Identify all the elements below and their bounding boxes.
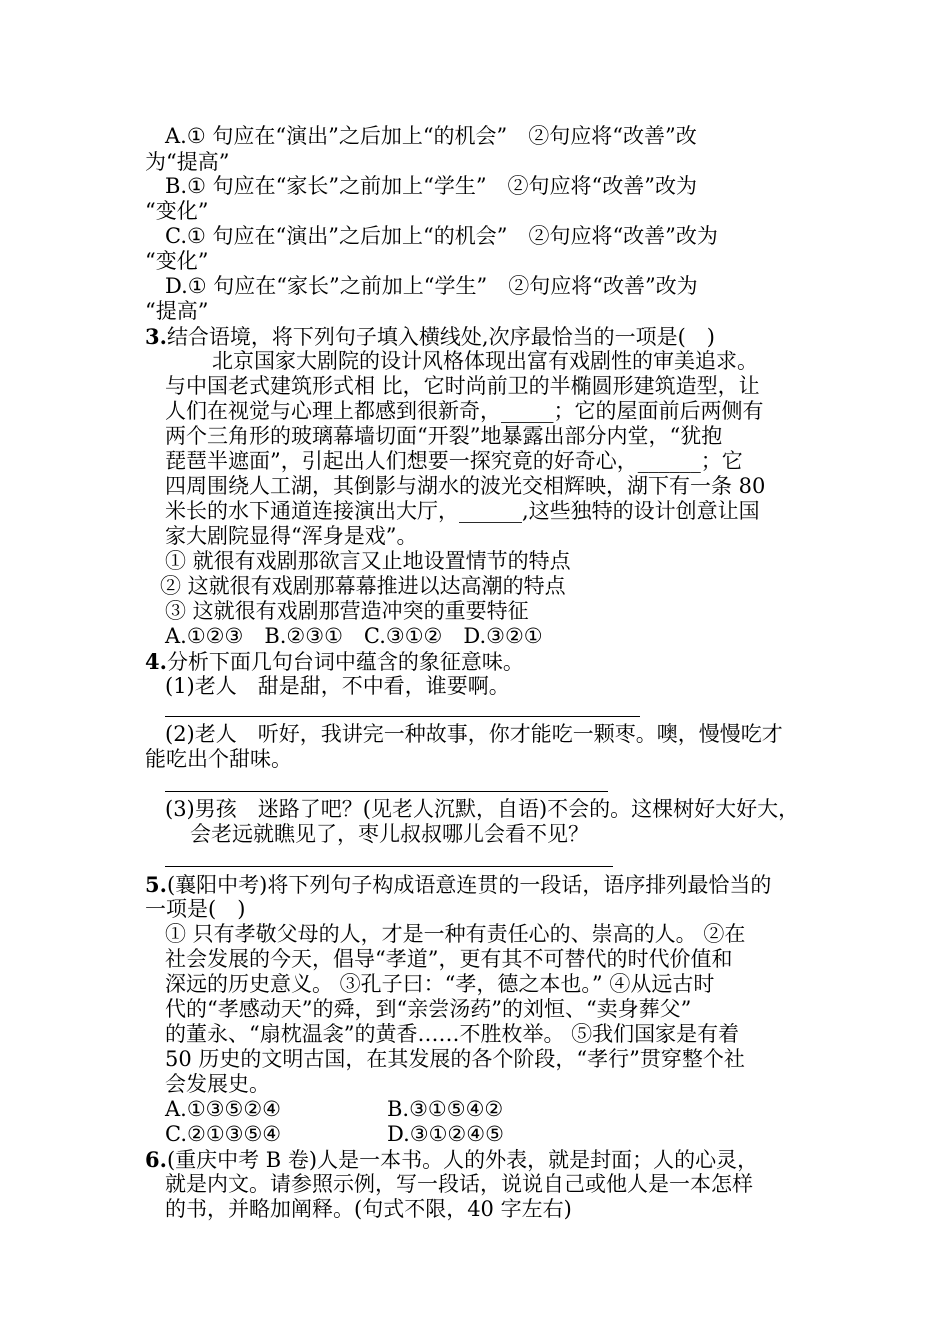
q5-body-line: 代的“孝感动天”的舜，到“亲尝汤药”的刘恒、“卖身葬父” <box>165 997 692 1021</box>
q5-number: 5. <box>145 872 167 897</box>
q3-item-1: ① 就很有戏剧那欲言又止地设置情节的特点 <box>165 549 571 573</box>
q4-number: 4. <box>145 649 167 674</box>
q2-option-b-line2: “变化” <box>145 199 209 223</box>
q3-choices: A.①②③ B.②③① C.③①② D.③②① <box>165 624 543 648</box>
q2-option-a-line2: 为“提高” <box>145 150 230 174</box>
q5-body-line: 的董永、“扇枕温衾”的黄香……不胜枚举。 ⑤我们国家是有着 <box>165 1022 740 1046</box>
q5-body-line: ① 只有孝敬父母的人，才是一种有责任心的、崇高的人。 ②在 <box>165 922 746 946</box>
q4-part-1: (1)老人 甜是甜，不中看，谁要啊。 <box>165 674 510 698</box>
q2-option-c-line1: C.① 句应在“演出”之后加上“的机会” ②句应将“改善”改为 <box>165 224 718 248</box>
q6-number: 6. <box>145 1147 167 1172</box>
q4-part-2-line1: (2)老人 听好，我讲完一种故事，你才能吃一颗枣。噢，慢慢吃才 <box>165 722 783 746</box>
q5-choice-c: C.②①③⑤④ <box>165 1122 282 1146</box>
q6-stem-line1 <box>145 1147 758 1173</box>
q6-stem-line2: 就是内文。请参照示例，写一段话，说说自己或他人是一本怎样 <box>165 1172 753 1196</box>
q3-stem: 结合语境，将下列句子填入横线处,次序最恰当的一项是( ) <box>166 325 715 349</box>
q4-stem-line <box>145 649 524 675</box>
q6-stem-text: (重庆中考 B 卷)人是一本书。人的外表，就是封面；人的心灵， <box>166 1148 759 1172</box>
q4-answer-line-3[interactable] <box>165 866 613 867</box>
q5-choice-b: B.③①⑤④② <box>387 1097 504 1121</box>
q2-option-a-line1: A.① 句应在“演出”之后加上“的机会” ②句应将“改善”改 <box>165 124 697 148</box>
q5-body-line: 会发展史。 <box>165 1072 270 1096</box>
q3-number: 3. <box>145 324 167 349</box>
q3-passage-line: 北京国家大剧院的设计风格体现出富有戏剧性的审美追求。 <box>212 349 758 373</box>
q3-item-3: ③ 这就很有戏剧那营造冲突的重要特征 <box>165 599 529 623</box>
q2-option-d-line2: “提高” <box>145 299 209 323</box>
q3-passage-line: 人们在视觉与心理上都感到很新奇，_____；它的屋面前后两侧有 <box>165 399 764 423</box>
q5-body-line: 深远的历史意义。 ③孔子曰：“孝，德之本也。” ④从远古时 <box>165 972 715 996</box>
q5-body-line: 社会发展的今天，倡导“孝道”，更有其不可替代的时代价值和 <box>165 947 733 971</box>
q2-option-b-line1: B.① 句应在“家长”之前加上“学生” ②句应将“改善”改为 <box>165 174 698 198</box>
q4-stem: 分析下面几句台词中蕴含的象征意味。 <box>166 650 524 674</box>
q6-stem-line3: 的书，并略加阐释。(句式不限，40 字左右) <box>165 1197 572 1221</box>
q5-choice-a: A.①③⑤②④ <box>165 1097 281 1121</box>
q3-passage-line: 米长的水下通道连接演出大厅，______,这些独特的设计创意让国 <box>165 499 760 523</box>
q3-stem-line <box>145 324 715 350</box>
q2-option-d-line1: D.① 句应在“家长”之前加上“学生” ②句应将“改善”改为 <box>165 274 698 298</box>
q5-choice-d: D.③①②④⑤ <box>387 1122 504 1146</box>
q4-part-3-line1: (3)男孩 迷路了吧？(见老人沉默，自语)不会的。这棵树好大好大， <box>165 797 800 821</box>
q5-stem-line1 <box>145 872 771 898</box>
q3-passage-line: 琵琶半遮面”，引起出人们想要一探究竟的好奇心，______；它 <box>165 449 743 473</box>
q3-item-2: ② 这就很有戏剧那幕幕推进以达高潮的特点 <box>160 574 566 598</box>
q3-passage-line: 与中国老式建筑形式相 比，它时尚前卫的半椭圆形建筑造型，让 <box>165 374 760 398</box>
q2-option-c-line2: “变化” <box>145 249 209 273</box>
q4-part-3-line2: 会老远就瞧见了，枣儿叔叔哪儿会看不见？ <box>190 822 589 846</box>
q4-part-2-line2: 能吃出个甜味。 <box>145 747 292 771</box>
q3-passage-line: 家大剧院显得“浑身是戏”。 <box>165 524 418 548</box>
q4-answer-line-1[interactable] <box>165 716 640 717</box>
q5-stem-line2: 一项是( ) <box>145 897 246 921</box>
q3-passage-line: 四周围绕人工湖，其倒影与湖水的波光交相辉映，湖下有一条 80 <box>165 474 766 498</box>
q5-body-line: 50 历史的文明古国，在其发展的各个阶段，“孝行”贯穿整个社 <box>165 1047 745 1071</box>
q5-stem-text: (襄阳中考)将下列句子构成语意连贯的一段话，语序排列最恰当的 <box>166 873 772 897</box>
q3-passage-line: 两个三角形的玻璃幕墙切面“开裂”地暴露出部分内堂，“犹抱 <box>165 424 723 448</box>
q4-answer-line-2[interactable] <box>165 791 608 792</box>
